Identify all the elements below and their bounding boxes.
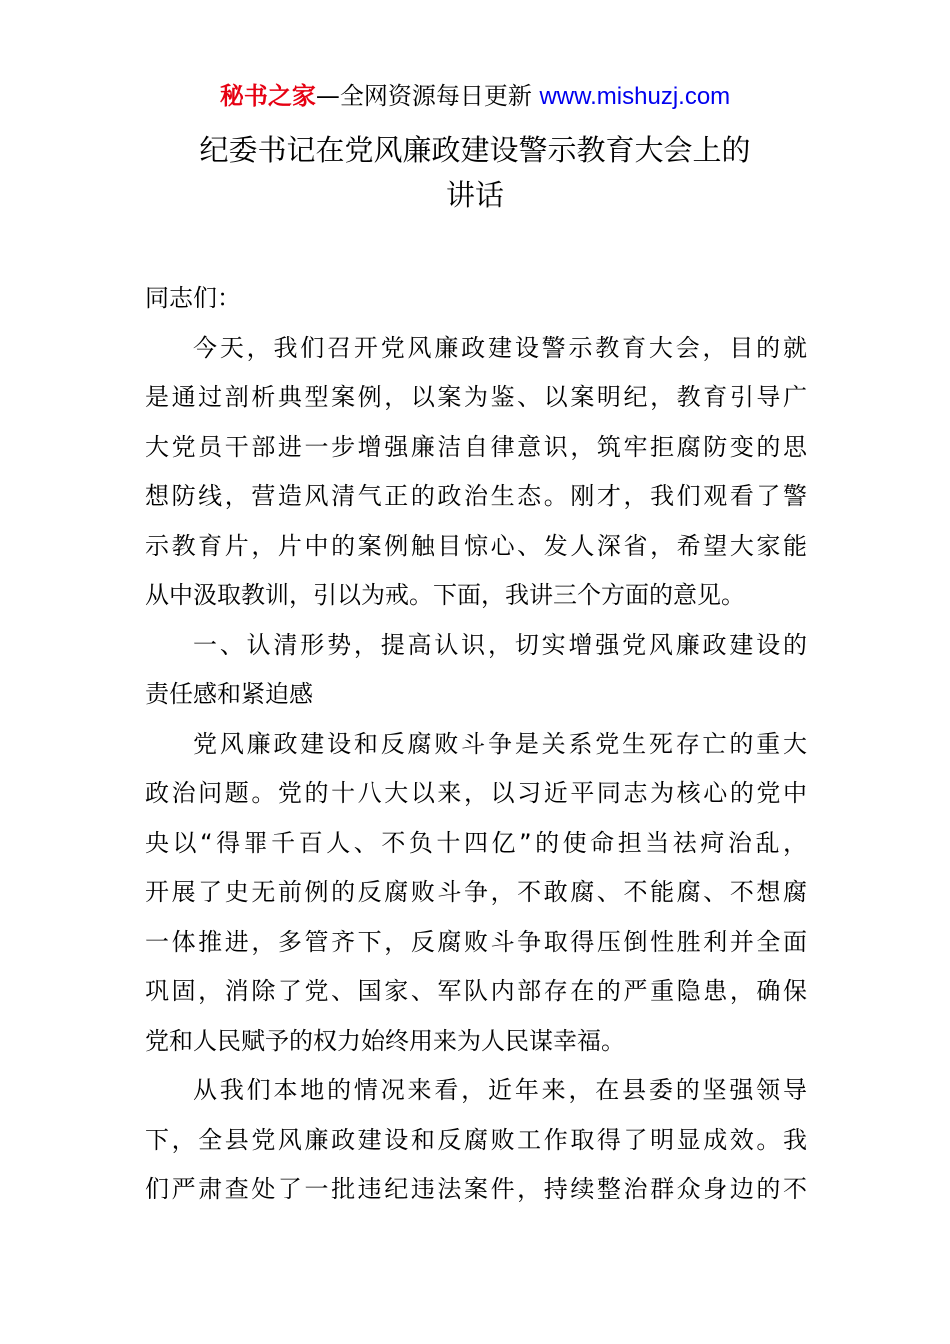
salutation: 同志们： [145,284,241,312]
site-tagline: —全网资源每日更新 [315,82,540,110]
section-heading-line: 责任感和紧迫感 [145,680,313,708]
paragraph-line: 从我们本地的情况来看，近年来，在县委的坚强领导 [193,1076,807,1104]
paragraph-line: 一体推进，多管齐下，反腐败斗争取得压倒性胜利并全面 [145,927,807,956]
paragraph-line: 示教育片，片中的案例触目惊心、发人深省，希望大家能 [145,531,807,560]
site-header [0,78,950,115]
paragraph-line: 从中汲取教训，引以为戒。下面，我讲三个方面的意见。 [145,581,745,609]
paragraph-line: 政治问题。党的十八大以来，以习近平同志为核心的党中 [145,779,807,807]
paragraph-line: 开展了史无前例的反腐败斗争，不敢腐、不能腐、不想腐 [145,878,807,906]
section-heading-line: 一、认清形势，提高认识，切实增强党风廉政建设的 [193,630,807,659]
brand-name: 秘书之家 [219,82,316,110]
paragraph-line: 党和人民赋予的权力始终用来为人民谋幸福。 [145,1026,625,1055]
paragraph-line: 是通过剖析典型案例，以案为鉴、以案明纪，教育引导广 [145,383,807,411]
paragraph-line: 们严肃查处了一批违纪违法案件，持续整治群众身边的不 [145,1175,807,1203]
paragraph-line: 党风廉政建设和反腐败斗争是关系党生死存亡的重大 [193,729,807,758]
paragraph-line: 想防线，营造风清气正的政治生态。刚才，我们观看了警 [145,482,807,510]
paragraph-line: 今天，我们召开党风廉政建设警示教育大会，目的就 [193,333,807,362]
document-title [100,128,850,218]
paragraph-line: 央以“得罪千百人、不负十四亿”的使命担当祛疴治乱， [145,828,807,857]
paragraph-line: 巩固，消除了党、国家、军队内部存在的严重隐患，确保 [145,977,807,1005]
document-body [145,274,807,1215]
site-url-link[interactable]: www.mishuzj.com [539,83,731,110]
title-line-2: 讲话 [445,178,504,212]
title-line-1: 纪委书记在党风廉政建设警示教育大会上的 [199,133,751,167]
paragraph-line: 大党员干部进一步增强廉洁自律意识，筑牢拒腐防变的思 [145,432,807,461]
paragraph-line: 下，全县党风廉政建设和反腐败工作取得了明显成效。我 [145,1125,807,1154]
